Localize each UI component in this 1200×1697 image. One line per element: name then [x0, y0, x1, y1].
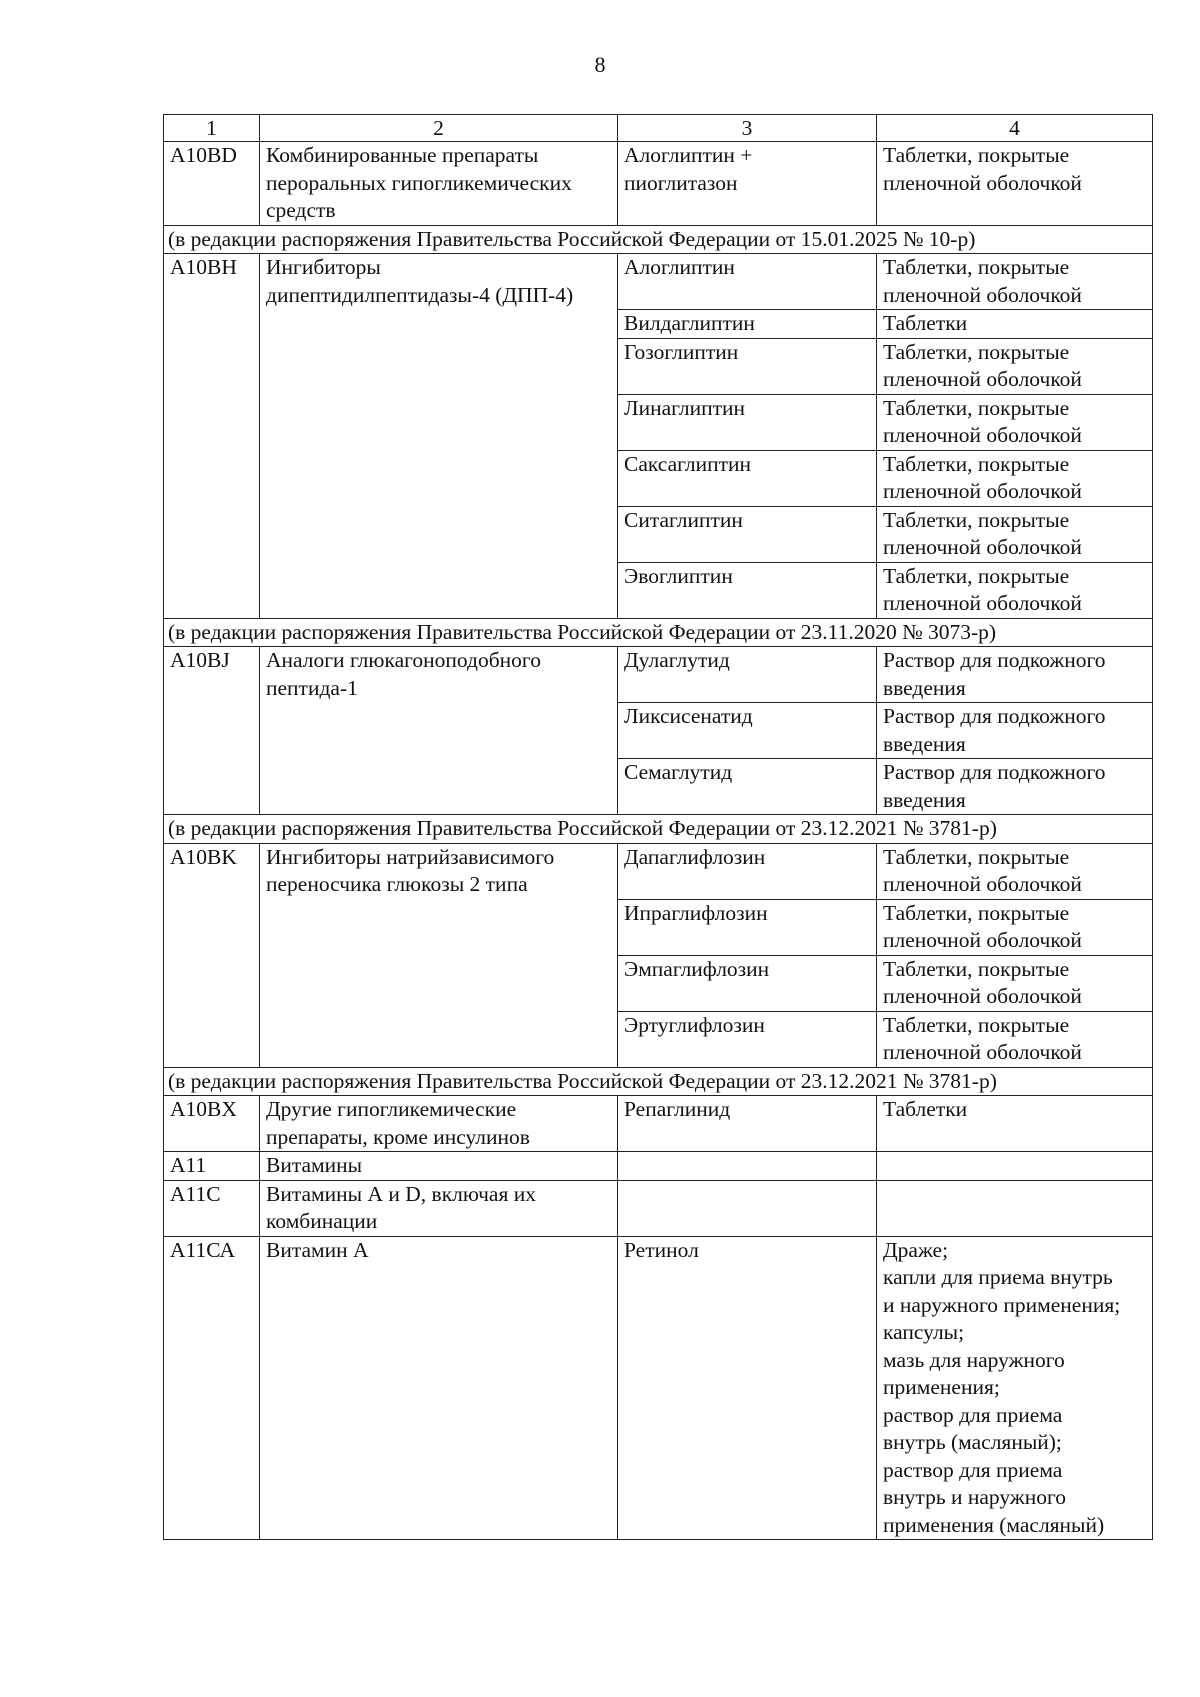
- anatomical-therapeutic-group: Другие гипогликемические препараты, кроме инсулинов: [260, 1096, 618, 1152]
- column-header-3: 3: [618, 115, 877, 142]
- table-row: [164, 843, 1153, 899]
- dosage-form: Таблетки: [877, 1096, 1153, 1152]
- drug-name: Ликсисенатид: [618, 703, 877, 759]
- atc-code: А10BD: [164, 142, 260, 226]
- amendment-note: (в редакции распоряжения Правительства Российской Федерации от 23.11.2020 № 3073-р): [164, 618, 1153, 647]
- drug-name: Семаглутид: [618, 759, 877, 815]
- column-header-1: 1: [164, 115, 260, 142]
- drug-name: [618, 1180, 877, 1236]
- table-row: [164, 1152, 1153, 1181]
- drug-name: Ретинол: [618, 1236, 877, 1540]
- drug-name: [618, 1152, 877, 1181]
- dosage-form: Таблетки, покрытые пленочной оболочкой: [877, 450, 1153, 506]
- atc-code: А10BK: [164, 843, 260, 1067]
- drug-name: Саксаглиптин: [618, 450, 877, 506]
- amendment-note: (в редакции распоряжения Правительства Российской Федерации от 23.12.2021 № 3781-р): [164, 1067, 1153, 1096]
- drug-name: Гозоглиптин: [618, 338, 877, 394]
- drug-name: Дулаглутид: [618, 647, 877, 703]
- amendment-note-row: [164, 815, 1153, 844]
- drug-list-table: [163, 114, 1153, 1540]
- drug-name: Дапаглифлозин: [618, 843, 877, 899]
- header-row: [164, 115, 1153, 142]
- drug-name: Алоглиптин: [618, 254, 877, 310]
- column-header-4: 4: [877, 115, 1153, 142]
- dosage-form: Таблетки, покрытые пленочной оболочкой: [877, 142, 1153, 226]
- amendment-note-row: [164, 225, 1153, 254]
- drug-name: Алоглиптин + пиоглитазон: [618, 142, 877, 226]
- atc-code: А11: [164, 1152, 260, 1181]
- dosage-form: Раствор для подкожного введения: [877, 703, 1153, 759]
- table-row: [164, 647, 1153, 703]
- dosage-form: Таблетки, покрытые пленочной оболочкой: [877, 955, 1153, 1011]
- dosage-form: Таблетки, покрытые пленочной оболочкой: [877, 562, 1153, 618]
- table-row: [164, 1180, 1153, 1236]
- drug-name: Вилдаглиптин: [618, 310, 877, 339]
- drug-name: Репаглинид: [618, 1096, 877, 1152]
- anatomical-therapeutic-group: Витамин А: [260, 1236, 618, 1540]
- anatomical-therapeutic-group: Комбинированные препараты пероральных гипогликемических средств: [260, 142, 618, 226]
- dosage-form: Таблетки, покрытые пленочной оболочкой: [877, 506, 1153, 562]
- table-row: [164, 1096, 1153, 1152]
- page-number: 8: [594, 52, 606, 77]
- dosage-form: [877, 1152, 1153, 1181]
- anatomical-therapeutic-group: Витамины А и D, включая их комбинации: [260, 1180, 618, 1236]
- anatomical-therapeutic-group: Витамины: [260, 1152, 618, 1181]
- dosage-form: Таблетки, покрытые пленочной оболочкой: [877, 394, 1153, 450]
- dosage-form: Таблетки, покрытые пленочной оболочкой: [877, 338, 1153, 394]
- atc-code: А11СА: [164, 1236, 260, 1540]
- dosage-form: Раствор для подкожного введения: [877, 759, 1153, 815]
- anatomical-therapeutic-group: Ингибиторы дипептидилпептидазы-4 (ДПП-4): [260, 254, 618, 619]
- drug-name: Эмпаглифлозин: [618, 955, 877, 1011]
- column-header-2: 2: [260, 115, 618, 142]
- atc-code: А10BJ: [164, 647, 260, 815]
- table-body: [164, 142, 1153, 1540]
- atc-code: А10BX: [164, 1096, 260, 1152]
- dosage-form: Раствор для подкожного введения: [877, 647, 1153, 703]
- amendment-note: (в редакции распоряжения Правительства Российской Федерации от 15.01.2025 № 10-р): [164, 225, 1153, 254]
- drug-name: Эртуглифлозин: [618, 1011, 877, 1067]
- dosage-form: Таблетки, покрытые пленочной оболочкой: [877, 254, 1153, 310]
- table-row: [164, 254, 1153, 310]
- drug-name: Ипраглифлозин: [618, 899, 877, 955]
- dosage-form: Таблетки, покрытые пленочной оболочкой: [877, 843, 1153, 899]
- amendment-note-row: [164, 618, 1153, 647]
- dosage-form: Таблетки, покрытые пленочной оболочкой: [877, 1011, 1153, 1067]
- dosage-form: Таблетки, покрытые пленочной оболочкой: [877, 899, 1153, 955]
- amendment-note: (в редакции распоряжения Правительства Российской Федерации от 23.12.2021 № 3781-р): [164, 815, 1153, 844]
- atc-code: А10BH: [164, 254, 260, 619]
- table-row: [164, 142, 1153, 226]
- dosage-form: Драже; капли для приема внутрь и наружного применения; капсулы; мазь для наружного применения; раствор для приема внутрь (масляный); раствор для приема внутрь и наружного применения (масляный): [877, 1236, 1153, 1540]
- anatomical-therapeutic-group: Аналоги глюкагоноподобного пептида-1: [260, 647, 618, 815]
- dosage-form: Таблетки: [877, 310, 1153, 339]
- table-row: [164, 1236, 1153, 1540]
- drug-name: Эвоглиптин: [618, 562, 877, 618]
- dosage-form: [877, 1180, 1153, 1236]
- drug-name: Линаглиптин: [618, 394, 877, 450]
- anatomical-therapeutic-group: Ингибиторы натрийзависимого переносчика глюкозы 2 типа: [260, 843, 618, 1067]
- drug-name: Ситаглиптин: [618, 506, 877, 562]
- amendment-note-row: [164, 1067, 1153, 1096]
- atc-code: А11С: [164, 1180, 260, 1236]
